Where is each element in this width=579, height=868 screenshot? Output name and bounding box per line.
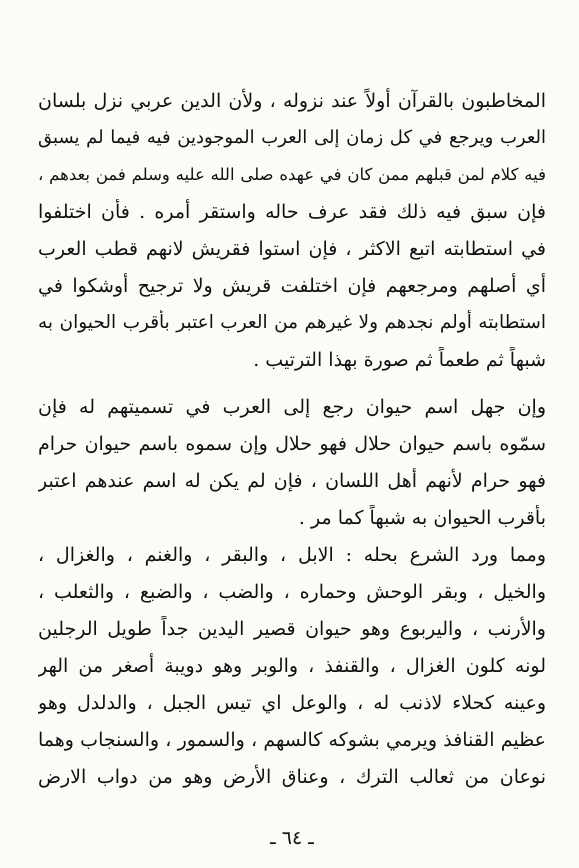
paragraph-3-line-4: لونه كلون الغزال ، والقنفذ ، والوبر وهو دويبة أصغر من الهر (38, 655, 546, 677)
page-number: ـ ٦٤ ـ (270, 827, 314, 849)
paragraph-1-line-5: في استطابته اتبع الاكثر ، فإن استوا فقريش لانهم قطب العرب (38, 238, 546, 260)
paragraph-2-line-4: بأقرب الحيوان به شبهاً كما مر . (298, 507, 546, 529)
paragraph-1-line-6: أي أصلهم ومرجعهم فإن اختلفت قريش ولا ترجيح أوشكوا في (38, 275, 546, 297)
paragraph-3-line-6: عظيم القنافذ ويرمي بشوكه كالسهم ، والسمور ، والسنجاب وهما (38, 729, 546, 751)
paragraph-1-line-8: شبهاً ثم طعماً ثم صورة بهذا الترتيب . (253, 349, 546, 371)
paragraph-1-line-1: المخاطبون بالقرآن أولاً عند نزوله ، ولأن الدين عربي نزل بلسان (38, 90, 546, 112)
paragraph-2-line-3: فهو حرام لأنهم أهل اللسان ، فإن لم يكن له اسم عندهم اعتبر (38, 470, 546, 492)
paragraph-3-line-1: ومما ورد الشرع بحله : الابل ، والبقر ، والغنم ، والغزال ، (38, 544, 546, 566)
paragraph-1-line-7: استطابته أولم نجدهم ولا غيرهم من العرب اعتبر بأقرب الحيوان به (38, 312, 546, 333)
paragraph-1-line-3: فيه كلام لمن قبلهم ممن كان في عهده صلى الله عليه وسلم فمن بعدهم ، (38, 165, 546, 184)
paragraph-1-line-4: فإن سبق فيه ذلك فقد عرف حاله واستقر أمره . فأن اختلفوا (38, 201, 546, 223)
paragraph-3-line-3: والأرنب ، واليربوع وهو حيوان قصير اليدين جداً طويل الرجلين (38, 618, 546, 640)
book-page (38, 0, 546, 868)
paragraph-3-line-5: وعينه كحلاء لاذنب له ، والوعل اي تيس الجبل ، والدلدل وهو (38, 692, 546, 714)
paragraph-2-line-2: سمّوه باسم حيوان حلال فهو حلال وإن سموه باسم حيوان حرام (38, 433, 546, 455)
paragraph-2-line-1: وإن جهل اسم حيوان رجع إلى العرب في تسميتهم له فإن (38, 396, 546, 418)
paragraph-3-line-7: نوعان من ثعالب الترك ، وعناق الأرض وهو من دواب الارض (38, 766, 546, 788)
paragraph-3-line-2: والخيل ، وبقر الوحش وحماره ، والضب ، والضبع ، والثعلب ، (38, 581, 546, 603)
paragraph-1-line-2: العرب ويرجع في كل زمان إلى العرب الموجودين فيه فيما لم يسبق (38, 127, 546, 148)
